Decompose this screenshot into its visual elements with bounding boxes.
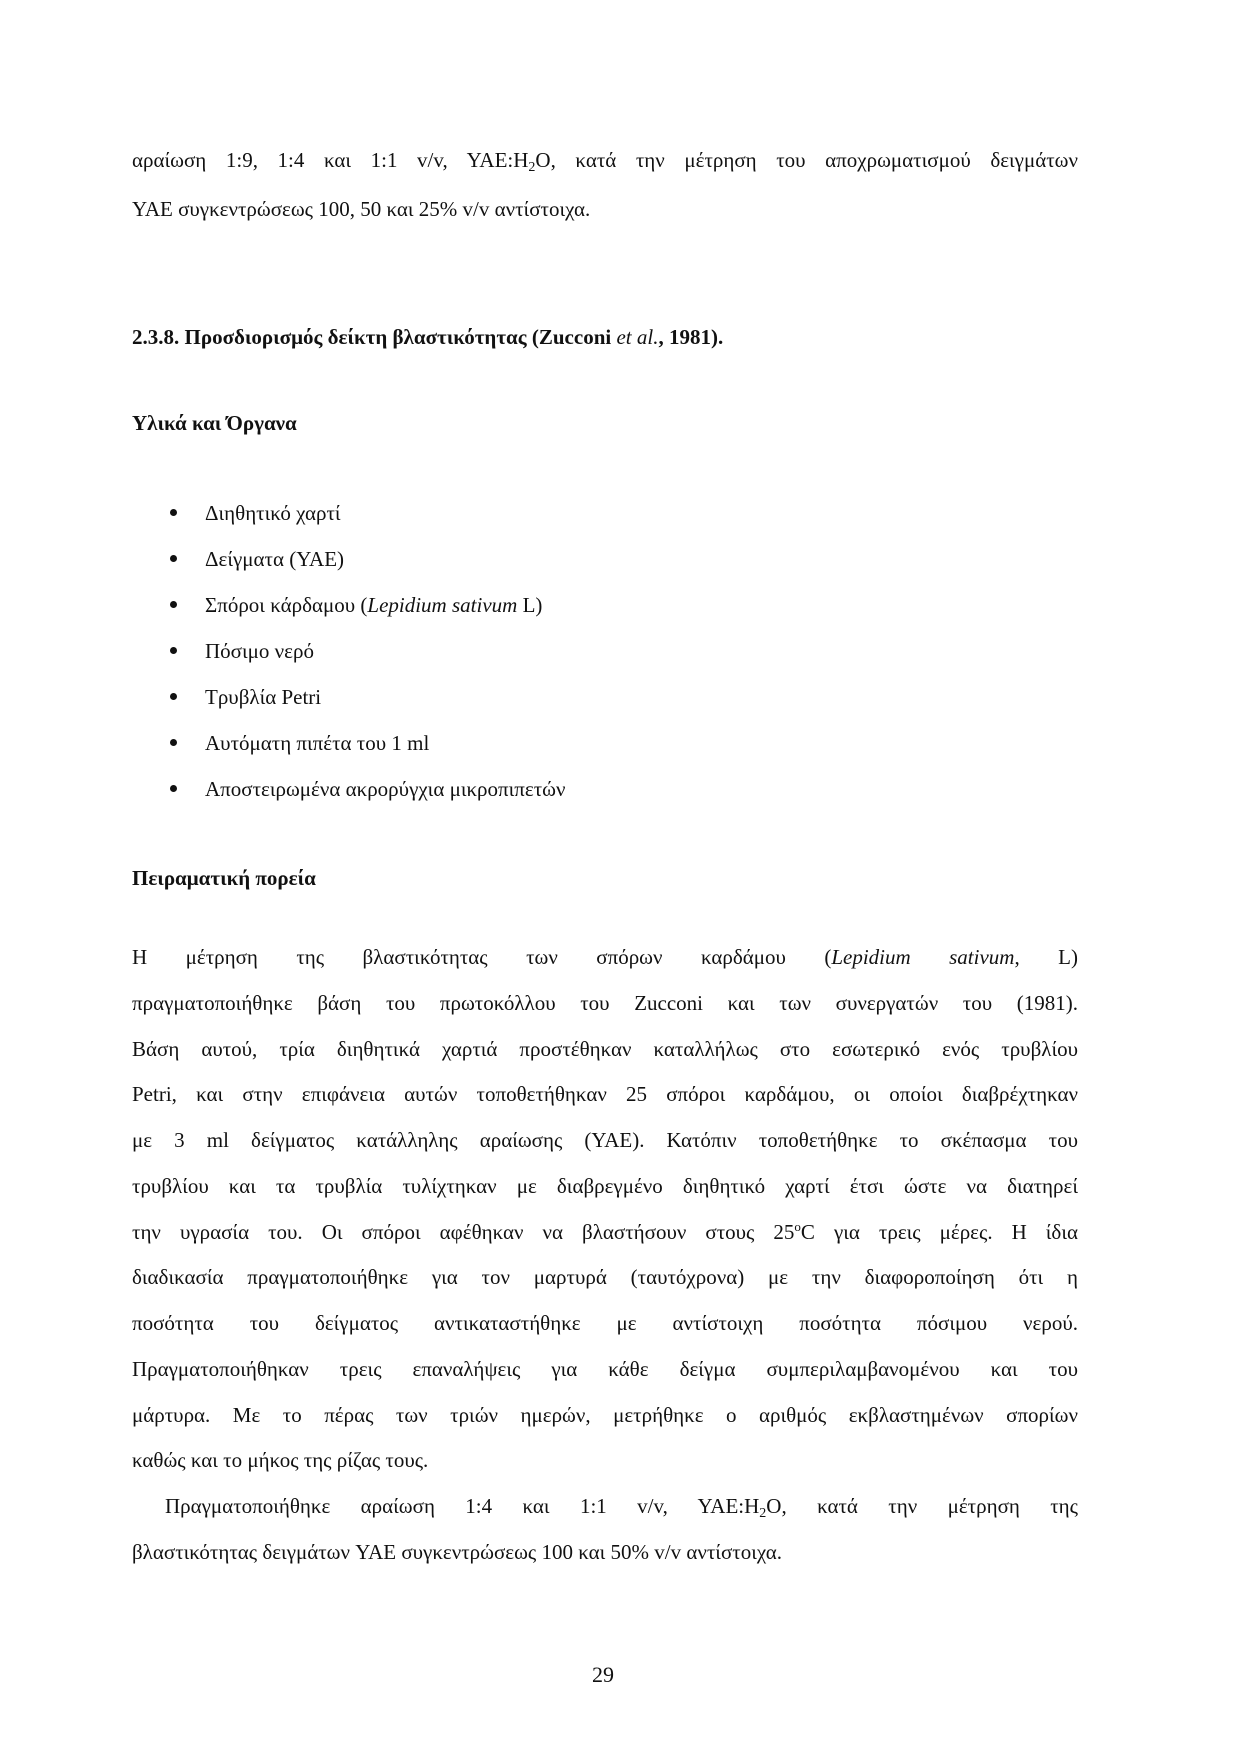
bullet-icon (170, 739, 177, 746)
paragraph-line: Βάση αυτού, τρία διηθητικά χαρτιά προστέθηκαν καταλλήλως στο εσωτερικό ενός τρυβλίου (132, 1037, 1078, 1061)
intro-text-a: αραίωση 1:9, 1:4 και 1:1 v/v, YAE:H (132, 148, 529, 172)
intro-text-b: O, κατά την μέτρηση του αποχρωματισμού δειγμάτων (535, 148, 1078, 172)
paragraph-line: τρυβλίου και τα τρυβλία τυλίχτηκαν με διαβρεγμένο διηθητικό χαρτί έτσι ώστε να διατηρεί (132, 1174, 1078, 1198)
paragraph-line (165, 1492, 1078, 1520)
list-item-text: Δείγματα (YAE) (205, 547, 345, 571)
list-item-text-b: L) (517, 593, 543, 617)
materials-heading: Υλικά και Όργανα (132, 411, 297, 435)
paragraph-line: ποσότητα του δείγματος αντικαταστήθηκε με αντίστοιχη ποσότητα πόσιμου νερού. (132, 1311, 1078, 1335)
intro-line-2: YAE συγκεντρώσεως 100, 50 και 25% v/v αντίστοιχα. (132, 197, 591, 221)
paragraph-text: , L) (1014, 945, 1078, 969)
paragraph-line: πραγματοποιήθηκε βάση του πρωτοκόλλου του Zucconi και των συνεργατών του (1981). (132, 991, 1078, 1015)
paragraph-line: Petri, και στην επιφάνεια αυτών τοποθετήθηκαν 25 σπόροι καρδάμου, οι οποίοι διαβρέχτηκαν (132, 1082, 1078, 1106)
paragraph-line (132, 943, 1078, 971)
bullet-icon (170, 785, 177, 792)
paragraph-text: Πραγματοποιήθηκε αραίωση 1:4 και 1:1 v/v, YAE:H (165, 1494, 760, 1518)
paragraph-text: την υγρασία του. Οι σπόροι αφέθηκαν να βλαστήσουν στους 25 (132, 1220, 795, 1244)
paragraph-line: διαδικασία πραγματοποιήθηκε για τον μαρτυρά (ταυτόχρονα) με την διαφοροποίηση ότι η (132, 1265, 1078, 1289)
list-item-text-a: Σπόροι κάρδαμου ( (205, 593, 368, 617)
section-heading-italic: et al. (616, 325, 659, 349)
paragraph-line: Πραγματοποιήθηκαν τρεις επαναλήψεις για κάθε δείγμα συμπεριλαμβανομένου και του (132, 1357, 1078, 1381)
paragraph-line (132, 1218, 1078, 1246)
intro-line-1 (132, 146, 1078, 174)
bullet-icon (170, 693, 177, 700)
paragraph-text: O, κατά την μέτρηση της (766, 1494, 1078, 1518)
list-item-text: Πόσιμο νερό (205, 639, 314, 663)
list-item-text: Τρυβλία Petri (205, 685, 322, 709)
procedure-heading: Πειραματική πορεία (132, 866, 316, 890)
paragraph-line: με 3 ml δείγματος κατάλληλης αραίωσης (YAE). Κατόπιν τοποθετήθηκε το σκέπασμα του (132, 1128, 1078, 1152)
degree-superscript: o (794, 1219, 801, 1234)
list-item-text: Διηθητικό χαρτί (205, 501, 341, 525)
paragraph-text: Η μέτρηση της βλαστικότητας των σπόρων καρδάμου ( (132, 945, 832, 969)
bullet-icon (170, 509, 177, 516)
list-item-text: Αυτόματη πιπέτα του 1 ml (205, 731, 430, 755)
page-number: 29 (592, 1662, 614, 1687)
species-name: Lepidium sativum (831, 945, 1015, 969)
subscript-2: 2 (528, 160, 536, 175)
section-heading-text: 2.3.8. Προσδιορισμός δείκτη βλαστικότητας (Zucconi (132, 325, 617, 349)
paragraph-line: μάρτυρα. Με το πέρας των τριών ημερών, μετρήθηκε ο αριθμός εκβλαστημένων σπορίων (132, 1403, 1078, 1427)
bullet-icon (170, 555, 177, 562)
paragraph-line: βλαστικότητας δειγμάτων YAE συγκεντρώσεως 100 και 50% v/v αντίστοιχα. (132, 1540, 782, 1564)
subscript-2: 2 (759, 1506, 767, 1521)
species-name: Lepidium sativum (367, 593, 518, 617)
bullet-icon (170, 647, 177, 654)
list-item-text: Αποστειρωμένα ακρορύγχια μικροπιπετών (205, 777, 566, 801)
list-item-text (205, 591, 542, 619)
section-heading-end: , 1981). (658, 325, 724, 349)
section-heading (132, 323, 1078, 351)
paragraph-line: καθώς και το μήκος της ρίζας τους. (132, 1448, 429, 1472)
bullet-icon (170, 601, 177, 608)
paragraph-text: C για τρεις μέρες. Η ίδια (800, 1220, 1078, 1244)
